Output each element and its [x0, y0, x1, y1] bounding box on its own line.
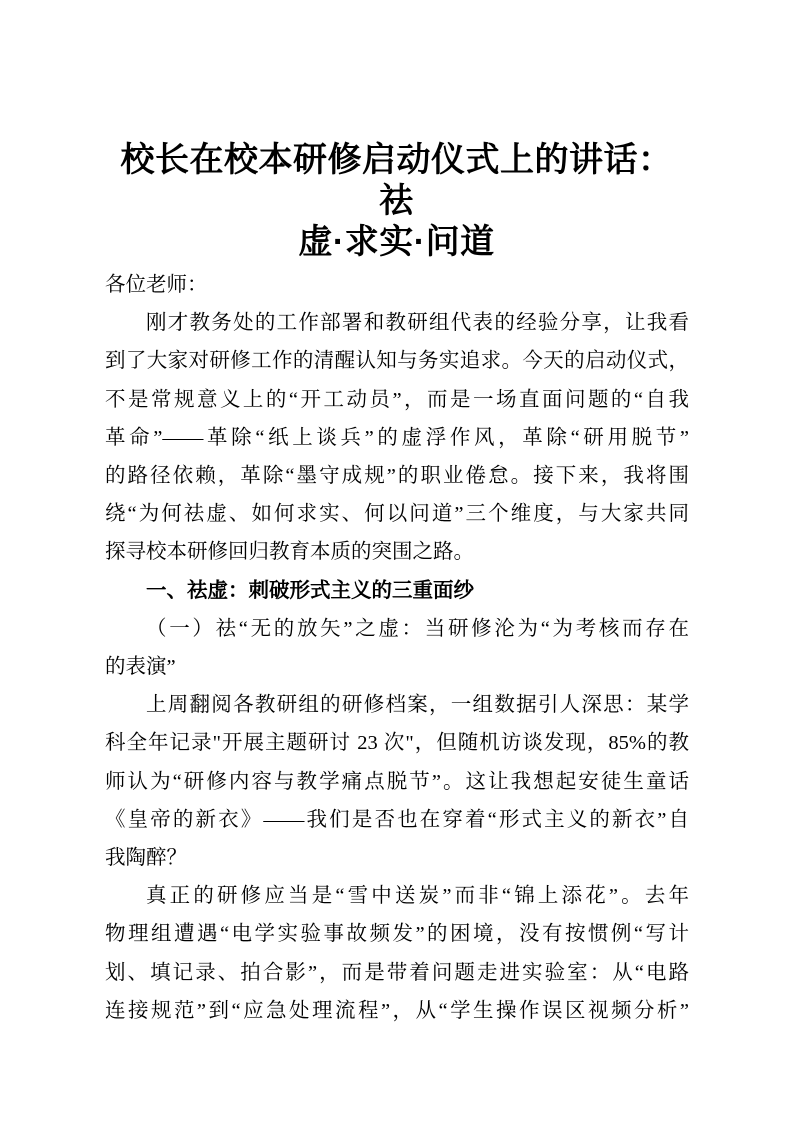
text-line: （一）祛“无的放矢”之虚：当研修沦为“为考核而存在: [146, 617, 689, 640]
text-line: 的路径依赖，革除“墨守成规”的职业倦怠。接下来，我将围: [105, 465, 689, 488]
text-line: 不是常规意义上的“开工动员”，而是一场直面问题的“自我: [105, 388, 689, 411]
text-line: 的表演”: [105, 656, 176, 679]
paragraph-heading: [105, 572, 689, 610]
text-line: 师认为“研修内容与教学痛点脱节”。这让我想起安徒生童话: [105, 770, 689, 793]
paragraph-body: [105, 304, 689, 571]
text-line: 探寻校本研修回归教育本质的突围之路。: [105, 541, 474, 564]
text-line: 我陶醉？: [105, 847, 187, 870]
text-line: 划、填记录、拍合影”，而是带着问题走进实验室：从“电路: [105, 961, 689, 984]
document-title-line: 虚·求实·问道: [298, 223, 495, 261]
text-line: 上周翻阅各教研组的研修档案，一组数据引人深思：某学: [146, 694, 689, 717]
text-line: 绕“为何祛虚、如何求实、何以问道”三个维度，与大家共同: [105, 503, 689, 526]
text-line: 连接规范”到“应急处理流程”，从“学生操作误区视频分析”: [105, 999, 689, 1022]
document-title-line: 校长在校本研修启动仪式上的讲话：祛: [120, 141, 673, 220]
text-line: 物理组遭遇“电学实验事故频发”的困境，没有按惯例“写计: [105, 923, 689, 946]
paragraph-body: [105, 877, 689, 1030]
text-line: 一、祛虚：刺破形式主义的三重面纱: [146, 579, 474, 602]
paragraph-body: [105, 686, 689, 877]
document-title: [104, 140, 689, 263]
text-line: 《皇帝的新衣》——我们是否也在穿着“形式主义的新衣”自: [105, 808, 689, 831]
paragraph-subheading: [105, 610, 689, 686]
text-line: 真正的研修应当是“雪中送炭”而非“锦上添花”。去年: [146, 885, 689, 908]
text-line: 革命”——革除“纸上谈兵”的虚浮作风，革除“研用脱节”: [105, 426, 689, 449]
text-line: 到了大家对研修工作的清醒认知与务实追求。今天的启动仪式，: [105, 350, 689, 373]
document-body: [105, 266, 689, 1030]
text-line: 刚才教务处的工作部署和教研组代表的经验分享，让我看: [146, 312, 689, 335]
text-line: 科全年记录"开展主题研讨 23 次"，但随机访谈发现，85%的教: [105, 732, 689, 755]
text-line: 各位老师：: [105, 274, 208, 296]
paragraph-salutation: [105, 266, 689, 304]
